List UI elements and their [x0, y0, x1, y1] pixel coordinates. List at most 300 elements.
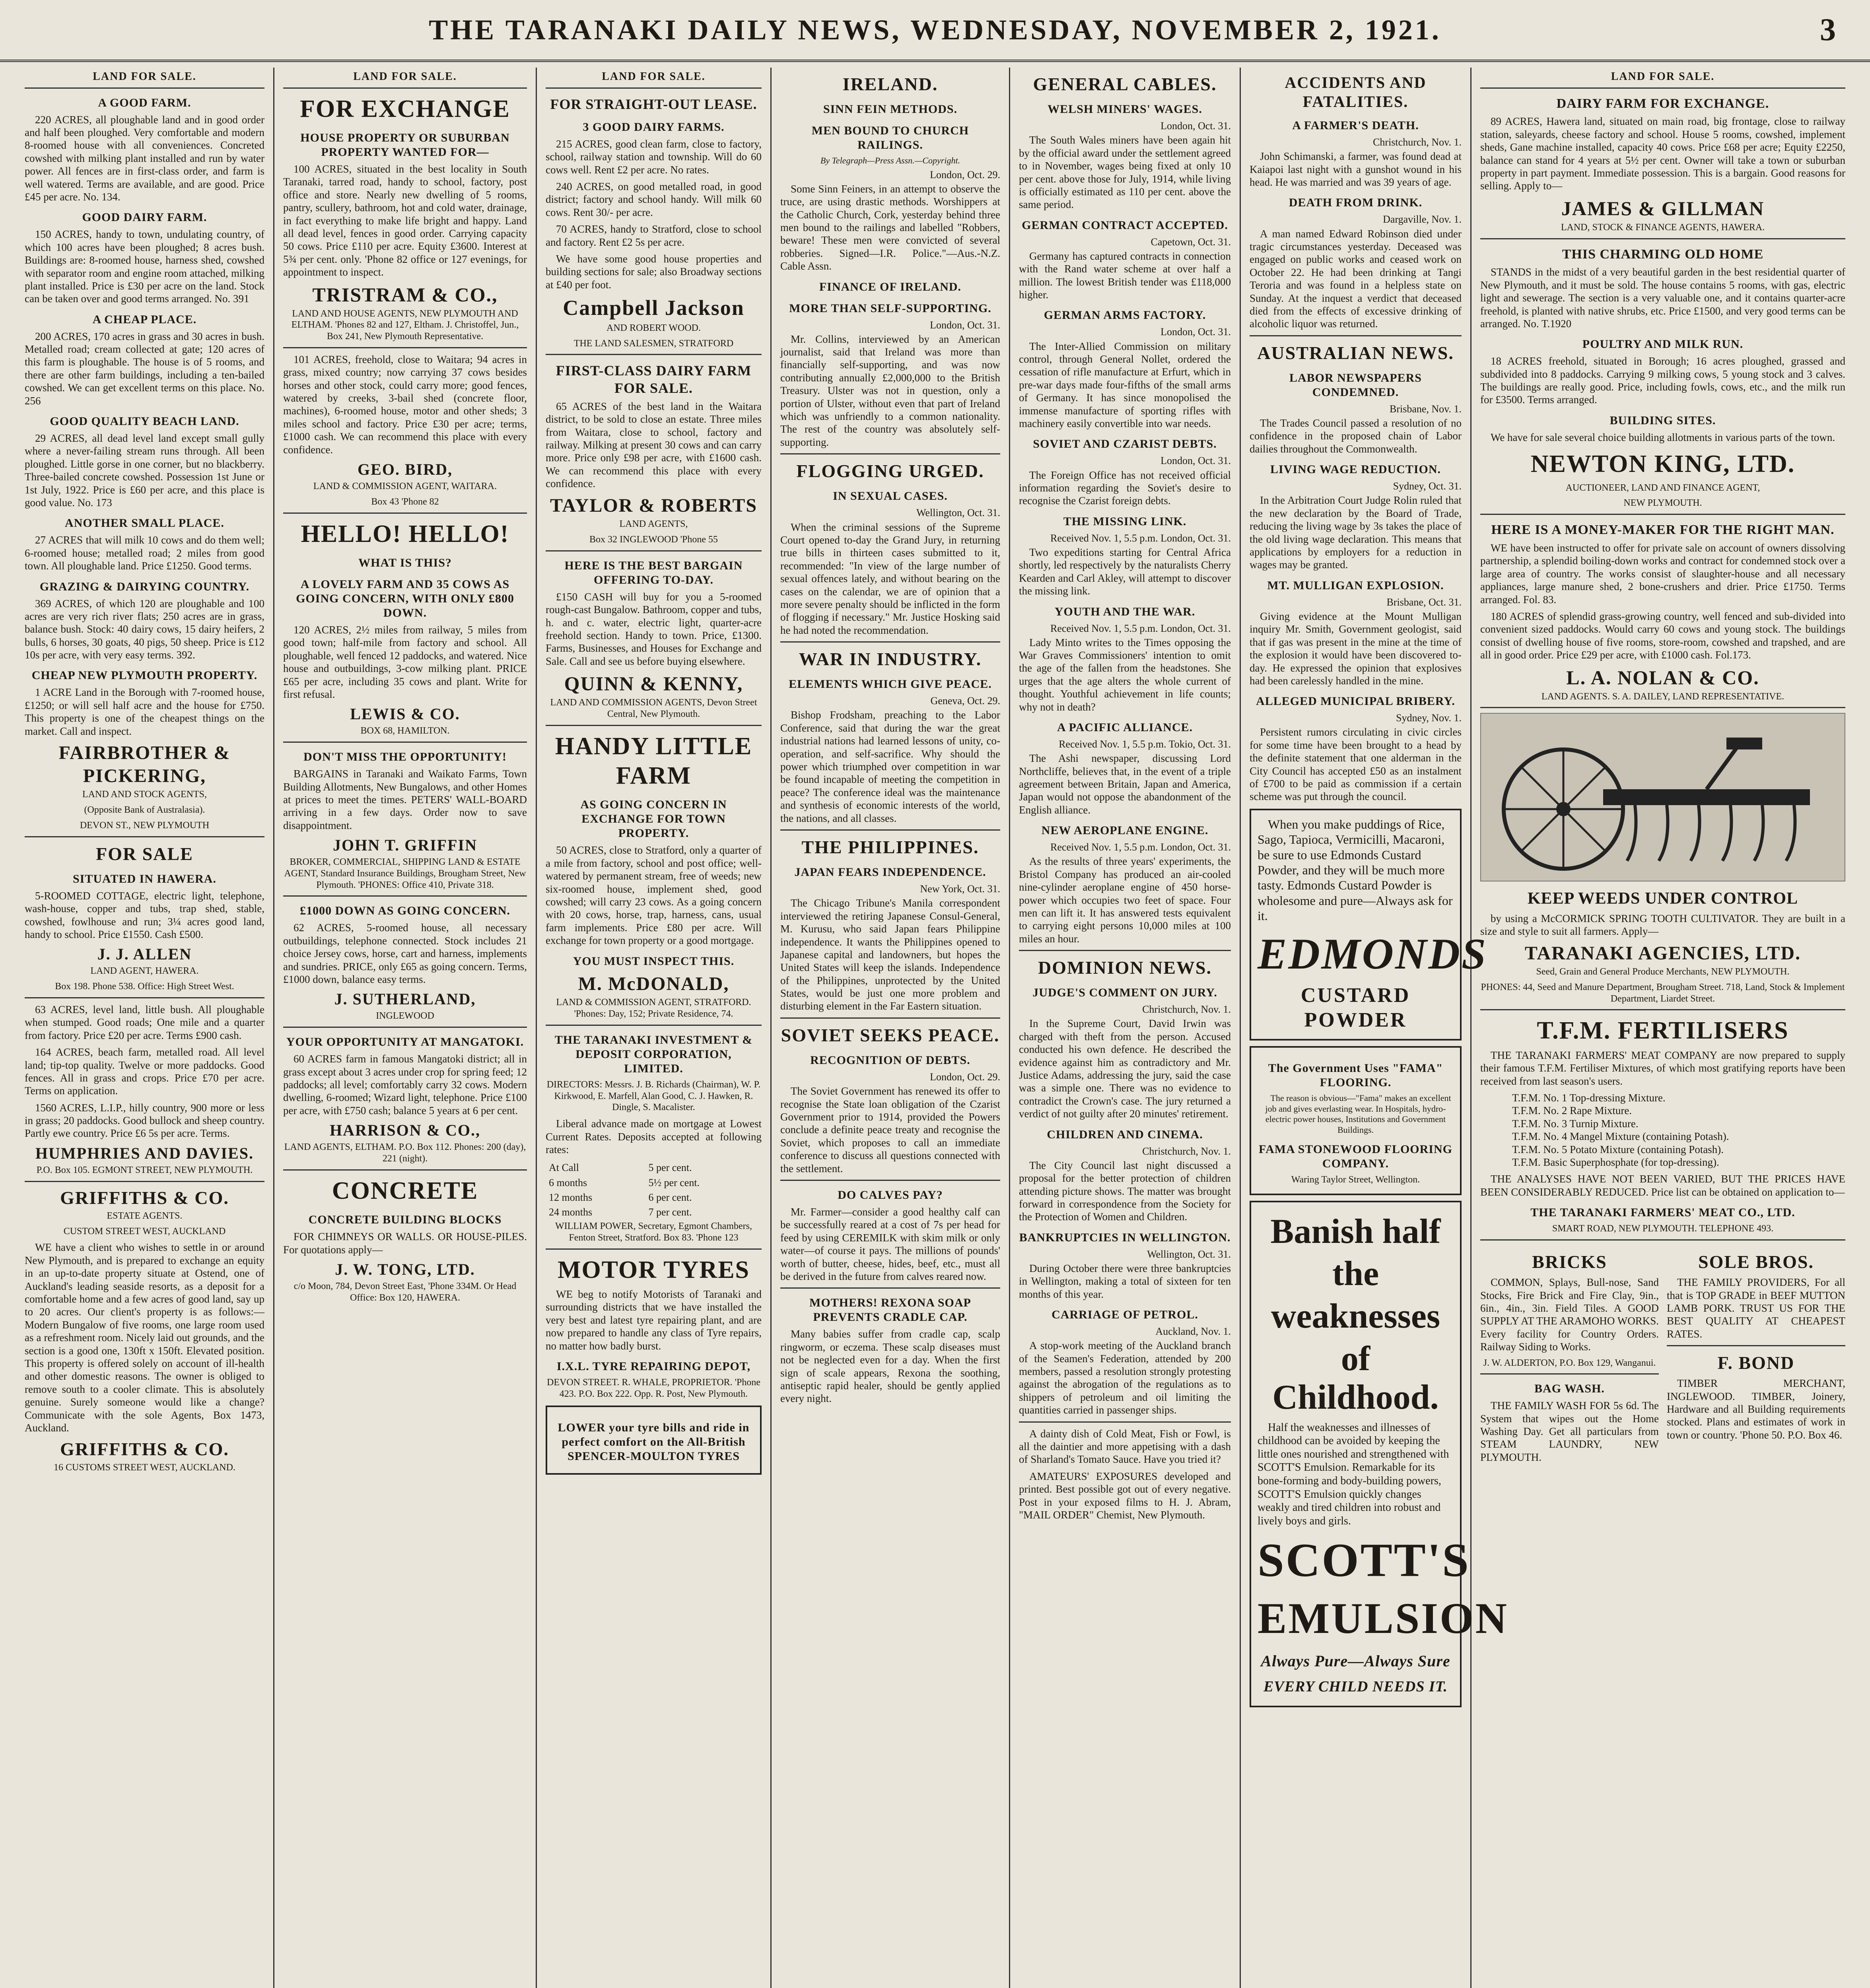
ad-text: BARGAINS in Taranaki and Waikato Farms, Town Building Allotments, New Bungalows, and other Homes at prices to meet the times. PETERS' WALL-BOARD arriving in a few days. Order now to save disappointment. [283, 768, 527, 831]
listing-item [25, 210, 264, 305]
agent-line: LAND, STOCK & FINANCE AGENTS, HAWERA. [1561, 222, 1765, 233]
masthead-title: THE TARANAKI DAILY NEWS, WEDNESDAY, NOVEMBER 2, 1921. [429, 14, 1441, 46]
rate-term: 12 months [549, 1191, 593, 1203]
ad-text: 120 ACRES, 2½ miles from railway, 5 miles from good town; half-mile from factory and school. All ploughable, well fenced 12 paddocks, and watered. Nice house and outbuildings, 3-cow milking plant. PRICE £65 per acre, including 35 cows and plant. Write for first refusal. [283, 624, 527, 700]
divider [780, 829, 1000, 831]
article-subtitle: BANKRUPTCIES IN WELLINGTON. [1019, 1231, 1231, 1244]
listing-item [25, 414, 264, 509]
article-text: The City Council last night discussed a proposal for the better protection of children attending picture shows. The matter was brought forward in correspondence from the Society for the Protection of Women and Children. [1019, 1159, 1231, 1223]
agent-line: LAND & COMMISSION AGENT, WAITARA. [313, 481, 497, 492]
section-heading: LAND FOR SALE. [1480, 68, 1845, 89]
fertiliser-item: T.F.M. Basic Superphosphate (for top-dressing). [1512, 1156, 1719, 1168]
dateline: Received Nov. 1, 5.5 p.m. Tokio, Oct. 31. [1059, 738, 1231, 750]
article-text: Germany has captured contracts in connection with the Rand water scheme at over half a million. The lowest British tender was £118,000 higher. [1019, 250, 1231, 301]
listing-item [25, 516, 264, 572]
dateline: Geneva, Oct. 29. [930, 695, 1000, 707]
article-subtitle: WELSH MINERS' WAGES. [1048, 103, 1202, 116]
agent-name: TARANAKI AGENCIES, LTD. [1524, 942, 1801, 964]
agent-line: SMART ROAD, NEW PLYMOUTH. TELEPHONE 493. [1552, 1223, 1774, 1234]
article-text: Some Sinn Feiners, in an attempt to observe the truce, are using drastic methods. Worshippers at the Catholic Church, Cork, yesterday behind three men bound to the railings and labelled "Robbers, beware! These men were convicted of several robberies. Signed—I.R. Police."—Aus.-N.Z. Cable Assn. [780, 182, 1000, 272]
listing-title: CHEAP NEW PLYMOUTH PROPERTY. [31, 669, 258, 682]
agent-name: J. J. ALLEN [97, 945, 192, 963]
bricks-ad [1480, 1245, 1659, 1468]
ad-text: Half the weaknesses and illnesses of childhood can be avoided by keeping the little ones nourished and strengthened with SCOTT'S Emulsion. Remarkable for its bone-forming and body-building powers, SCOTT'S Emulsion quickly changes weakly and tired children into robust and lively boys and girls. [1258, 1421, 1449, 1527]
article-subtitle: GERMAN ARMS FACTORY. [1044, 309, 1206, 322]
brand-name: SCOTT'S [1258, 1534, 1470, 1587]
ad-subtitle: £1000 DOWN AS GOING CONCERN. [300, 904, 510, 918]
article-text: The Foreign Office has not received official information regarding the Soviet's desire to recognise the Czarist foreign debts. [1019, 469, 1231, 507]
ad-text: 60 ACRES farm in famous Mangatoki district; all in grass except about 3 acres under crop for spring feed; 12 paddocks; all level; comfortably carry 32 cows. Modern dwelling, 6-roomed; Wizard light, telephone. Price £100 per acre, with £750 cash; balance 5 years at 6 per cent. [283, 1053, 527, 1116]
article-subtitle: SOVIET AND CZARIST DEBTS. [1033, 437, 1217, 451]
masthead [0, 0, 1870, 62]
dateline: Wellington, Oct. 31. [1147, 1248, 1231, 1260]
article-text: John Schimanski, a farmer, was found dead at Kaiapoi last night with a gunshot wound in his head. He was married and was 39 years of age. [1250, 150, 1462, 188]
ad-text: £150 CASH will buy for you a 5-roomed rough-cast Bungalow. Bathroom, copper and tubs, h. and c. water, electric light, quarter-acre freehold section. Handy to town. Price, £1300. Farms, Businesses, and Houses for Exchange and Sale. Call and see us before buying elsewhere. [546, 590, 762, 667]
tyre-ad [546, 1406, 762, 1475]
headline: weaknesses [1271, 1297, 1440, 1336]
listing-title: GRAZING & DAIRYING COUNTRY. [39, 580, 250, 593]
article-text: The South Wales miners have been again hit by the official award under the settlement agreed to in November, wages being fixed at only 10 per cent. above those for July, 1914, while living is officially estimated as 110 per cent. above the same period. [1019, 134, 1231, 211]
article-title: FLOGGING URGED. [796, 461, 984, 481]
divider [546, 550, 762, 551]
brand-name: EDMONDS [1258, 929, 1488, 978]
ad-text: 89 ACRES, Hawera land, situated on main road, big frontage, close to railway station, saleyards, cheese factory and school. House 5 rooms, cowshed, implement sheds, Gane machine installed, capacity 40 cows. Price £68 per acre; Equity £2250, balance can stand for 4 years at 5½ per cent. Owner will take a town or suburban property in part payment. Immediate possession. This is a bargain. Good reasons for selling. Apply to— [1480, 115, 1845, 192]
ad-text: 240 ACRES, on good metalled road, in good district; factory and school handy. Will milk 60 cows. Rent 30/- per acre. [546, 180, 762, 218]
article-title: SOVIET SEEKS PEACE. [781, 1025, 1000, 1045]
fertiliser-item: T.F.M. No. 3 Turnip Mixture. [1512, 1117, 1639, 1130]
listing-group [25, 96, 264, 738]
listing-title: ANOTHER SMALL PLACE. [65, 516, 224, 530]
sole-bros-ad [1667, 1245, 1845, 1468]
divider [283, 1027, 527, 1028]
agent-name: JAMES & GILLMAN [1561, 197, 1765, 219]
headline: Banish half [1270, 1212, 1441, 1251]
ad-text: AMATEURS' EXPOSURES developed and printed. Best possible got out of every negative. Post in your exposed films to H. J. Abram, "MAIL ORDER" Chemist, New Plymouth. [1019, 1470, 1231, 1521]
ad-text: 62 ACRES, 5-roomed house, all necessary outbuildings, telephone connected. Stock includes 21 choice Jersey cows, horse, cart and harness, implements and sundries. PRICE, only £65 as going concern. Terms, £1000 down, balance easy terms. [283, 922, 527, 986]
divider [546, 1025, 762, 1026]
listing-title: A GOOD FARM. [98, 96, 191, 109]
ad-subtitle: BUILDING SITES. [1610, 414, 1716, 427]
article-subtitle: MOTHERS! REXONA SOAP PREVENTS CRADLE CAP. [809, 1296, 971, 1324]
divider [25, 1181, 264, 1182]
divider [1480, 1009, 1845, 1010]
agent-line: LAND AGENTS, ELTHAM. P.O. Box 112. Phones: 200 (day), 221 (night). [284, 1142, 526, 1164]
ad-title: HERE IS THE BEST BARGAIN OFFERING TO-DAY. [564, 559, 743, 586]
article-text: The Chicago Tribune's Manila correspondent interviewed the retiring Japanese Consul-General, M. Kurusu, who said Japan fears Philippine independence. It wants the Philippines opened to Japanese capital and landowners, but hopes the United States will keep the islands. Independence of the Philippines, unprotected by the United States, would be just one more problem and disturbing element in the Far Eastern situation. [780, 897, 1000, 1012]
rate-term: 6 months [549, 1176, 587, 1188]
rate-term: At Call [549, 1162, 579, 1174]
ad-text: 180 ACRES of splendid grass-growing country, well fenced and sub-divided into convenient sized paddocks. Would carry 60 cows and young stock. The buildings consist of dwelling house of five rooms, store-room, cowshed and trapshed, and are all in good order. Price £29 per acre, with £1000 cash. Fol.173. [1480, 610, 1845, 661]
dateline: Sydney, Oct. 31. [1393, 480, 1462, 492]
divider [1480, 238, 1845, 239]
rate-term: 24 months [549, 1206, 593, 1218]
agent-line: AUCTIONEER, LAND AND FINANCE AGENT, [1565, 482, 1760, 493]
ad-text: When you make puddings of Rice, Sago, Tapioca, Vermicilli, Macaroni, be sure to use Edmonds Custard Powder, and they will be much more tasty. Edmonds Custard Powder is wholesome and pure—Always ask for it. [1258, 817, 1453, 923]
dateline: London, Oct. 31. [1160, 326, 1231, 338]
ad-title: THE TARANAKI INVESTMENT & DEPOSIT CORPORATION, LIMITED. [554, 1033, 753, 1075]
article-subtitle: FINANCE OF IRELAND. [819, 280, 962, 293]
agent-name: J. W. TONG, LTD. [335, 1260, 475, 1278]
divider [780, 453, 1000, 454]
article-text: Persistent rumors circulating in civic circles for some time have been brought to a head by the definite statement that one alderman in the City Council has accepted £50 as an instalment of £700 to be paid as commission if a certain scheme was put through the council. [1250, 726, 1462, 803]
ad-text: We have for sale several choice building allotments in various parts of the town. [1491, 431, 1835, 443]
fama-ad [1250, 1046, 1462, 1195]
scotts-emulsion-ad [1250, 1201, 1508, 1707]
fertiliser-item: T.F.M. No. 4 Mangel Mixture (containing Potash). [1512, 1130, 1729, 1143]
article-text: When the criminal sessions of the Supreme Court opened to-day the Grand Jury, in returning true bills in thirteen cases submitted to it, recommended: "In view of the large number of sexual offences lately, and without bearing on the cases on the calendar, we are of opinion that a more severe penalty should be inflicted in the form of flogging if necessary." Mr. Justice Hosking said he had noted the recommendation. [780, 521, 1000, 636]
rate-row [546, 1190, 761, 1204]
article-subtitle: CARRIAGE OF PETROL. [1052, 1308, 1198, 1322]
agent-line: AND ROBERT WOOD. [606, 322, 701, 333]
tagline: Always Pure—Always Sure [1261, 1652, 1450, 1670]
agent-line: NEW PLYMOUTH. [1623, 498, 1702, 509]
dateline: Capetown, Oct. 31. [1151, 236, 1231, 248]
divider [1480, 1239, 1845, 1241]
ad-text: 50 ACRES, close to Stratford, only a quarter of a mile from factory, school and post office; well-watered by permanent stream, free of weeds; new six-roomed house, implement shed, good cowshed; will carry 23 cows. As a going concern with 20 cows, horse, trap, harness, cans, usual farm implements. Price £80 per acre. Will exchange for town property or a good mortgage. [546, 844, 762, 947]
article-text: The Trades Council passed a resolution of no confidence in the proposed chain of Labor dailies throughout the Commonwealth. [1250, 417, 1462, 455]
ad-title: SOLE BROS. [1698, 1251, 1814, 1272]
agent-name: HARRISON & CO., [330, 1121, 480, 1140]
tyre-ad-text: LOWER your tyre bills and ride in perfect comfort on the All-British SPENCER-MOULTON TYRES [558, 1421, 750, 1463]
agent-line: LAND AGENTS. S. A. DAILEY, LAND REPRESENTATIVE. [1541, 691, 1784, 702]
article-subtitle: THE MISSING LINK. [1063, 514, 1187, 528]
fertiliser-item: T.F.M. No. 5 Potato Mixture (containing Potash). [1512, 1143, 1724, 1155]
article-title: GENERAL CABLES. [1033, 74, 1217, 94]
ad-subtitle: POULTRY AND MILK RUN. [1582, 338, 1744, 351]
agent-name: L. A. NOLAN & CO. [1566, 666, 1759, 689]
agent-name: LEWIS & CO. [350, 705, 460, 723]
agent-line: 16 CUSTOMS STREET WEST, AUCKLAND. [54, 1462, 235, 1473]
ad-text: WE beg to notify Motorists of Taranaki and surrounding districts that we have installed the very best and latest tyre repairing plant, and are now prepared to handle any class of Tyre repairs, no matter how badly burst. [546, 1288, 762, 1352]
agent-line: Box 43 'Phone 82 [371, 496, 439, 507]
agent-line: LAND AGENTS, [619, 519, 688, 530]
article-text: Bishop Frodsham, preaching to the Labor Conference, said that during the war the great industrial nations had learned lessons of unity, co-operation, and self-sacrifice. Why should the power which triumphed over competition in war be found incapable of meeting the competition in peace? The conference ideal was the maintenance and synthesis of economic interests of the world, the nations, and all classes. [780, 709, 1000, 824]
column-7 [1472, 68, 1854, 1988]
bottom-ads [1480, 1245, 1845, 1468]
article-subtitle: ALLEGED MUNICIPAL BRIBERY. [1256, 695, 1455, 708]
divider [1019, 1421, 1231, 1423]
article-subtitle: JAPAN FEARS INDEPENDENCE. [794, 866, 986, 879]
agent-name: GRIFFITHS & CO. [60, 1187, 229, 1208]
ad-text: WE have a client who wishes to settle in or around New Plymouth, and is prepared to exchange an equity in an up-to-date property situate at Ostend, one of Auckland's leading seaside resorts, as a deposit for a comfortable home and a few acres of good land, say up to 20 acres. Our client's property is as follows:—Modern Bungalow of five rooms, one large room used as a refreshment room. Nicely laid out grounds, and the section is a good one, 130ft x 150ft. Elevated position. This property is offered solely on account of ill-health and other domestic reasons. The owner is obliged to remove south to a cooler climate. This is absolutely genuine. Surely someone would like a change? Communicate with the sole Agents, Box 1473, Auckland. [25, 1241, 264, 1434]
agent-line: Box 32 INGLEWOOD 'Phone 55 [589, 534, 718, 545]
listing-text: 29 ACRES, all dead level land except small gully where a never-failing stream runs through. All been ploughed. Little gorse in one corner, but no blackberry. Three-bailed concrete cowshed. Possession 1st June or 1st July, 1922. Price is £60 per acre, and this place is good value. No. 173 [25, 432, 264, 509]
dateline: Christchurch, Nov. 1. [1373, 136, 1462, 148]
article-subtitle: LIVING WAGE REDUCTION. [1270, 463, 1441, 476]
page-number: 3 [1820, 12, 1838, 47]
tagline: EVERY CHILD NEEDS IT. [1263, 1678, 1448, 1695]
dateline: Received Nov. 1, 5.5 p.m. London, Oct. 31. [1050, 532, 1231, 544]
agent-name: TAYLOR & ROBERTS [550, 495, 758, 516]
ad-subtitle: SITUATED IN HAWERA. [72, 872, 216, 885]
ad-subtitle: I.X.L. TYRE REPAIRING DEPOT, [556, 1360, 751, 1373]
listing-group [25, 1003, 264, 1140]
article-subtitle: GERMAN CONTRACT ACCEPTED. [1022, 218, 1228, 232]
ad-text: 65 ACRES of the best land in the Waitara district, to be sold to close an estate. Three miles from Waitara, close to school, factory and railway. Milking at present 30 cows and can carry more. Price only £98 per acre, with £1600 cash. We can recommend this place with every confidence. [546, 400, 762, 490]
article-subtitle: IN SEXUAL CASES. [833, 489, 948, 503]
ad-subtitle: YOU MUST INSPECT THIS. [573, 954, 735, 968]
article-subtitle: DEATH FROM DRINK. [1289, 196, 1423, 210]
ad-subtitle: CONCRETE BUILDING BLOCKS [308, 1213, 502, 1227]
agent-name: GRIFFITHS & CO. [60, 1439, 229, 1460]
ad-subtitle: DON'T MISS THE OPPORTUNITY! [303, 750, 507, 764]
article-text: During October there were three bankruptcies in Wellington, making a total of sixteen for ten months of this year. [1019, 1262, 1231, 1300]
ad-title: FOR STRAIGHT-OUT LEASE. [550, 96, 757, 112]
article-subtitle: JUDGE'S COMMENT ON JURY. [1032, 986, 1217, 1000]
ad-subtitle: FAMA STONEWOOD FLOORING COMPANY. [1259, 1142, 1452, 1170]
ad-title: FOR SALE [96, 843, 193, 864]
listing-text: 150 ACRES, handy to town, undulating country, of which 100 acres have been ploughed; 8 acres bush. Buildings are: 8-roomed house, harness shed, cowshed with separator room and engine room attached, milking plant installed. Price is £30 per acre on the land. Stock can be taken over and good terms arranged. No. 391 [25, 228, 264, 305]
dateline: Wellington, Oct. 31. [916, 507, 1000, 519]
article-text: Lady Minto writes to the Times opposing the War Graves Commissioners' intention to omit the age of the fallen from the headstones. She urges that the age alters the whole current of thought. Youthful achievement in life counts; why not in death? [1019, 636, 1231, 713]
agent-name: J. SUTHERLAND, [334, 990, 476, 1008]
article-subtitle: YOUTH AND THE WAR. [1054, 605, 1195, 618]
ad-subtitle: YOUR OPPORTUNITY AT MANGATOKI. [286, 1035, 524, 1049]
listing-item [25, 96, 264, 204]
agent-line: Box 198. Phone 538. Office: High Street West. [55, 981, 234, 992]
divider [546, 1248, 762, 1250]
article-text: In the Arbitration Court Judge Rolin ruled that the new declaration by the Board of Trade, reducing the living wage by 3s takes the place of the old living wage declaration. This means that applications by employers for a reduction in wages may be granted. [1250, 494, 1462, 571]
brand-product: CUSTARD POWDER [1300, 984, 1411, 1031]
dateline: Brisbane, Oct. 31. [1386, 596, 1462, 608]
agent-line: LAND AGENT, HAWERA. [90, 966, 199, 977]
ad-text: WE have been instructed to offer for private sale on account of owners dissolving partnership, a splendid boiling-down works and contract for condemned stock over a large area of country. The works consist of slaughter-house and all necessary appliances, large manure shed, 2 bone-crushers and drier. Price £1750. Terms arranged. Fol. 83. [1480, 542, 1845, 606]
ad-text: COMMON, Splays, Bull-nose, Sand Stocks, Fire Brick and Fire Clay, 9in., 6in., 4in., 3in. Field Tiles. A GOOD SUPPLY AT THE ARAMOHO WORKS. Every facility for Country Orders. Railway Siding to Works. [1480, 1276, 1659, 1353]
divider [1250, 335, 1462, 336]
dateline: Sydney, Nov. 1. [1396, 712, 1462, 724]
divider [283, 513, 527, 514]
agent-line: DEVON ST., NEW PLYMOUTH [80, 820, 210, 831]
fertiliser-item: T.F.M. No. 2 Rape Mixture. [1512, 1105, 1632, 1117]
divider [283, 895, 527, 897]
column-1 [16, 68, 274, 1988]
dateline: New York, Oct. 31. [920, 883, 1000, 895]
article-subtitle: MEN BOUND TO CHURCH RAILINGS. [811, 124, 969, 152]
ad-text: THE FAMILY PROVIDERS, For all that is TOP GRADE in BEEF MUTTON LAMB PORK. TRUST US FOR THE BEST QUALITY AT CHEAPEST RATES. [1667, 1276, 1845, 1340]
column-5 [1010, 68, 1241, 1988]
article-subtitle: CHILDREN AND CINEMA. [1047, 1128, 1203, 1141]
column-2 [274, 68, 537, 1988]
article-subtitle: NEW AEROPLANE ENGINE. [1041, 824, 1209, 837]
agent-name: M. McDONALD, [578, 973, 729, 994]
rate-row [546, 1205, 761, 1219]
rate-rate: 6 per cent. [648, 1191, 692, 1203]
agent-line: PHONES: 44, Seed and Manure Department, Brougham Street. 718, Land, Stock & Implement Department, Liardet Street. [1481, 982, 1845, 1004]
listing-text: 27 ACRES that will milk 10 cows and do them well; 6-roomed house; metalled road; 2 miles from good town. All ploughable land. Price £1250. Good terms. [25, 534, 264, 572]
article-text: In the Supreme Court, David Irwin was charged with theft from the person. Accused conducted his own defence. He described the evidence against him as contradictory and Mr. Justice Adams, addressing the jury, said the case was a simple one. There was no evidence to contradict the Crown's case. The jury returned a verdict of not guilty after 20 minutes' retirement. [1019, 1017, 1231, 1120]
column-6 [1241, 68, 1508, 1988]
ad-title: BAG WASH. [1534, 1382, 1605, 1396]
ad-title: THIS CHARMING OLD HOME [1562, 247, 1764, 262]
dateline: London, Oct. 29. [930, 1071, 1000, 1083]
cultivator-illustration [1480, 713, 1845, 881]
rate-row [546, 1176, 761, 1190]
article-subtitle: SINN FEIN METHODS. [823, 103, 958, 116]
dateline: Christchurch, Nov. 1. [1142, 1145, 1231, 1157]
ad-title: The Government Uses "FAMA" FLOORING. [1268, 1062, 1443, 1089]
agent-line: LAND AND COMMISSION AGENTS, Devon Street Central, New Plymouth. [550, 697, 757, 719]
ad-text: A dainty dish of Cold Meat, Fish or Fowl, is all the daintier and more appetising with a dash of Sharland's Tomato Sauce. Have you tried it? [1019, 1427, 1231, 1466]
divider [780, 641, 1000, 643]
ad-text: The reason is obvious—"Fama" makes an excellent job and gives everlasting wear. In Hospitals, hydro-electric power houses, Institutions and Government Buildings. [1265, 1093, 1451, 1135]
article-text: A stop-work meeting of the Auckland branch of the Seamen's Federation, attended by 200 members, passed a resolution strongly protesting against the abrogation of the regulations as to shippers of petroleum and oil limiting the quantities carried in passenger ships. [1019, 1340, 1231, 1416]
article-subtitle: ELEMENTS WHICH GIVE PEACE. [789, 678, 992, 691]
listing-item [25, 580, 264, 662]
edmonds-ad [1250, 809, 1488, 1041]
article-subtitle: DO CALVES PAY? [838, 1188, 943, 1202]
ad-subtitle: THE TARANAKI FARMERS' MEAT CO., LTD. [1530, 1206, 1795, 1219]
article-text: A man named Edward Robinson died under tragic circumstances yesterday. Deceased was engaged on public works and ceased work on October 22. He had been drinking at Tangi Teroria and was found in a helpless state on Sunday. At the inquest a verdict that deceased died from the effects of excessive drinking of alcoholic liquor was returned. [1250, 227, 1462, 330]
article-text: Many babies suffer from cradle cap, scalp ringworm, or eczema. These scalp diseases must not be neglected even for a day. When the first sign of scale appears, Rexona the soothing, antiseptic rapid healer, should be gently applied every night. [780, 1328, 1000, 1405]
agent-line: BOX 68, HAMILTON. [360, 726, 450, 736]
agent-line: CUSTOM STREET WEST, AUCKLAND [63, 1226, 226, 1237]
article-title: THE PHILIPPINES. [801, 837, 979, 857]
agent-line: THE LAND SALESMEN, STRATFORD [573, 338, 734, 349]
rate-rate: 7 per cent. [648, 1206, 692, 1218]
agent-line: LAND AND STOCK AGENTS, [82, 789, 207, 800]
divider [780, 1017, 1000, 1019]
ad-title: FOR EXCHANGE [300, 95, 510, 122]
ad-subtitle: WHAT IS THIS? [358, 556, 452, 569]
ad-text: FOR CHIMNEYS OR WALLS. OR HOUSE-PILES. For quotations apply— [283, 1231, 527, 1256]
ad-text: 5-ROOMED COTTAGE, electric light, telephone, wash-house, copper and tubs, trap shed, stable, cowshed, fowlhouse and run; 3¼ acres good land, handy to school. Price £1550. Cash £500. [25, 889, 264, 940]
ad-text: We have some good house properties and building sections for sale; also Broadway sections at £40 per foot. [546, 252, 762, 291]
dateline: Received Nov. 1, 5.5 p.m. London, Oct. 31. [1050, 622, 1231, 634]
article-text: As the results of three years' experiments, the Bristol Company has produced an air-cooled nine-cylinder aeroplane engine of 450 horse-power which occupies two feet of space. Four men can lift it. It has answered tests equivalent to carrying eight persons 10,000 miles at 100 miles an hour. [1019, 855, 1231, 945]
ad-text: 101 ACRES, freehold, close to Waitara; 94 acres in grass, mixed country; now carrying 37 cows besides horses and other stock, could carry more; good fences, watered by creeks, 3-bail shed (concrete floor, machines), 6-roomed house, motor and other sheds; 3 miles school and factory. Price £30 per acre; terms, £1000 cash. We can recommend this place with every confidence. [283, 353, 527, 456]
ad-text: 215 ACRES, good clean farm, close to factory, school, railway station and township. Will do 60 cows well. Rent £2 per acre. No rates. [546, 138, 762, 176]
byline: By Telegraph—Press Assn.—Copyright. [820, 155, 960, 166]
rate-rate: 5 per cent. [648, 1162, 692, 1174]
column-3 [537, 68, 772, 1988]
divider [1480, 1373, 1659, 1375]
dateline: Christchurch, Nov. 1. [1142, 1004, 1231, 1015]
dateline: London, Oct. 31. [1160, 455, 1231, 467]
dateline: Auckland, Nov. 1. [1155, 1326, 1231, 1338]
agent-line: P.O. Box 105. EGMONT STREET, NEW PLYMOUTH. [36, 1165, 253, 1175]
divider [546, 725, 762, 726]
agent-name: GEO. BIRD, [358, 460, 453, 479]
agent-line: c/o Moon, 784, Devon Street East, 'Phone 334M. Or Head Office: Box 120, HAWERA. [294, 1281, 517, 1303]
ad-subtitle: A LOVELY FARM AND 35 COWS AS GOING CONCERN, WITH ONLY £800 DOWN. [296, 578, 514, 619]
dateline: Brisbane, Nov. 1. [1389, 403, 1462, 415]
agent-name: FAIRBROTHER & PICKERING, [58, 742, 231, 786]
article-text: Mr. Collins, interviewed by an American journalist, said that Ireland was more than financially self-supporting, and was now contributing annually £2,000,000 to the British Treasury. Ulster was not in question, only a portion of Ulster, without even that part of Ireland which was unfriendly to a common nationality. The rest of the country was absolutely self-supporting. [780, 333, 1000, 448]
cultivator-icon [1484, 722, 1842, 873]
agent-line: (Opposite Bank of Australasia). [84, 805, 205, 815]
article-title: ACCIDENTS AND FATALITIES. [1285, 74, 1427, 111]
headline: of Childhood. [1272, 1340, 1439, 1417]
article-text: The Ashi newspaper, discussing Lord Northcliffe, believes that, in the event of a triple agreement between Britain, Japan and America, Japan would not oppose the abandonment of the English alliance. [1019, 752, 1231, 816]
listing-title: GOOD QUALITY BEACH LAND. [50, 415, 239, 428]
section-heading: LAND FOR SALE. [546, 68, 762, 89]
ad-title: CONCRETE [332, 1177, 478, 1204]
agent-name: HUMPHRIES AND DAVIES. [35, 1144, 254, 1162]
article-title: IRELAND. [842, 74, 938, 94]
divider [1019, 950, 1231, 951]
agent-line: LAND AND HOUSE AGENTS, NEW PLYMOUTH AND ELTHAM. 'Phones 82 and 127, Eltham. J. Christoffel, Jun., Box 241, New Plymouth Representative. [291, 308, 519, 342]
divider [1480, 707, 1845, 708]
agent-name: NEWTON KING, LTD. [1530, 450, 1795, 478]
ad-title: F. BOND [1717, 1353, 1795, 1373]
ad-text: by using a McCORMICK SPRING TOOTH CULTIVATOR. They are built in a size and style to suit all farmers. Apply— [1480, 912, 1845, 938]
listing-text: 220 ACRES, all ploughable land and in good order and half been ploughed. Very comfortable and modern 8-roomed house with all conveniences. Concreted cowshed with milking plant installed and run by water power. All fences are in first-class order, and farm is well watered. Terms are available, and are good. Price £45 per acre. No. 134. [25, 113, 264, 203]
agent-line: ESTATE AGENTS. [107, 1210, 183, 1221]
article-subtitle: RECOGNITION OF DEBTS. [810, 1054, 970, 1067]
ad-subtitle: 3 GOOD DAIRY FARMS. [583, 120, 725, 134]
ad-title: HERE IS A MONEY-MAKER FOR THE RIGHT MAN. [1491, 522, 1835, 538]
article-subtitle: LABOR NEWSPAPERS CONDEMNED. [1289, 371, 1422, 399]
dateline: Dargaville, Nov. 1. [1383, 214, 1462, 225]
article-subtitle: MORE THAN SELF-SUPPORTING. [789, 301, 991, 315]
divider [546, 354, 762, 355]
article-title: AUSTRALIAN NEWS. [1257, 342, 1454, 363]
divider [283, 1169, 527, 1171]
listing-text: 1 ACRE Land in the Borough with 7-roomed house, £1250; or will sell half acre and the house for £750. This property is one of the cheapest things on the market. Call and inspect. [25, 686, 264, 737]
listing-item [25, 1003, 264, 1042]
ad-text: TIMBER MERCHANT, INGLEWOOD. TIMBER, Joinery, Hardware and all Building requirements stocked. Plans and estimates of work in town or country. 'Phone 50. P.O. Box 46. [1667, 1377, 1845, 1441]
ad-text: 18 ACRES freehold, situated in Borough; 16 acres ploughed, grassed and subdivided into 8 paddocks. Carrying 9 milking cows, 5 young stock and 3 calves. The buildings are really good. Price, including fowls, cows, etc., and the milk run for £3500. Terms arranged. [1480, 355, 1845, 406]
headline: the [1332, 1254, 1379, 1293]
ad-subtitle: AS GOING CONCERN IN EXCHANGE FOR TOWN PROPERTY. [580, 798, 727, 840]
ad-text: 100 ACRES, situated in the best locality in South Taranaki, tarred road, handy to school, factory, post office and store. Nearly new dwelling of 5 rooms, pantry, scullery, bathroom, hot and cold water, drainage, in fact everything to make life bright and happy. Land all dead level, fences in good order. Carrying capacity 50 cows. Price £110 per acre. Equity £3600. Interest at 5¾ per cent. only. 'Phone 82 office or 127 evenings, for appointment to inspect. [283, 163, 527, 278]
agent-line: J. W. ALDERTON, P.O. Box 129, Wanganui. [1483, 1357, 1656, 1368]
article-text: Two expeditions starting for Central Africa shortly, led respectively by the naturalists Cherry Kearden and Carl Akley, will attempt to discover the missing link. [1019, 546, 1231, 597]
listing-title: A CHEAP PLACE. [92, 313, 197, 326]
ad-text: THE ANALYSES HAVE NOT BEEN VARIED, BUT THE PRICES HAVE BEEN CONSIDERABLY REDUCED. Price list can be obtained on application to— [1480, 1173, 1845, 1198]
ad-text: STANDS in the midst of a very beautiful garden in the best residential quarter of New Plymouth, and it must be sold. The house contains 5 rooms, with gas, electric light and sewerage. The section is a very valuable one, and it contains quarter-acre freehold, is planted with native shrubs, etc. Price £1500, and very good terms can be arranged. No. T.1920 [1480, 266, 1845, 330]
divider [780, 1287, 1000, 1289]
ad-title: MOTOR TYRES [557, 1256, 750, 1283]
article-text: The Soviet Government has renewed its offer to recognise the State loan obligation of the Czarist Government prior to 1914, provided the Powers conclude a definite peace treaty and recognise the Soviet, which proposes to call an immediate conference to discuss all questions connected with the settlement. [780, 1085, 1000, 1175]
section-heading: LAND FOR SALE. [25, 68, 264, 89]
listing-item [25, 313, 264, 407]
divider [1480, 514, 1845, 515]
fertiliser-list [1512, 1091, 1845, 1169]
listing-title: GOOD DAIRY FARM. [82, 211, 207, 224]
article-subtitle: MT. MULLIGAN EXPLOSION. [1267, 579, 1444, 592]
listing-item [25, 668, 264, 738]
divider [283, 742, 527, 743]
agent-line: BROKER, COMMERCIAL, SHIPPING LAND & ESTATE AGENT, Standard Insurance Buildings, Brougham Street, New Plymouth. 'PHONES: Office 410, Private 318. [284, 857, 526, 890]
listing-text: 200 ACRES, 170 acres in grass and 30 acres in bush. Metalled road; cream collected at gate; 120 acres of this farm is ploughable. The house is of 5 rooms, and there are other farm buildings, including a ten-bailed cowshed. We can get excellent terms on this place. No. 256 [25, 330, 264, 407]
ad-title: HELLO! HELLO! [301, 520, 509, 547]
listing-item [25, 1046, 264, 1097]
agent-name: Campbell Jackson [563, 296, 745, 320]
ad-line: Waring Taylor Street, Wellington. [1291, 1174, 1420, 1185]
dateline: London, Oct. 29. [930, 169, 1000, 181]
agent-line: INGLEWOOD [376, 1011, 434, 1021]
listing-text: 1560 ACRES, L.I.P., hilly country, 900 more or less in grass; 20 paddocks. Good bullock and sheep country. Partly ewe country. Price £6 5s per acre. Terms. [25, 1101, 264, 1140]
agent-line: DIRECTORS: Messrs. J. B. Richards (Chairman), W. P. Kirkwood, E. Marfell, Alan Good, C. J. Hawken, R. Dingle, S. Macalister. [546, 1079, 761, 1113]
rate-row [546, 1161, 761, 1175]
agent-line: LAND & COMMISSION AGENT, STRATFORD. 'Phones: Day, 152; Private Residence, 74. [556, 997, 751, 1019]
agent-name: JOHN T. GRIFFIN [333, 836, 477, 854]
ad-title: T.F.M. FERTILISERS [1537, 1017, 1789, 1044]
article-text: The Inter-Allied Commission on military control, through General Nollet, ordered the cessation of rifle manufacture at Erfurt, which in pre-war days made four-fifths of the small arms of Germany. It has since monopolised the immense manufacture of sporting rifles with machinery easily convertible into war needs. [1019, 340, 1231, 429]
article-subtitle: A PACIFIC ALLIANCE. [1057, 721, 1193, 734]
ad-text: THE FAMILY WASH FOR 5s 6d. The System that wipes out the Home Washing Day. Get all particulars from STEAM LAUNDRY, NEW PLYMOUTH. [1480, 1400, 1659, 1463]
agent-line: DEVON STREET. R. WHALE, PROPRIETOR. 'Phone 423. P.O. Box 222. Opp. R. Post, New Plymouth. [547, 1377, 760, 1399]
ad-title: HANDY LITTLE FARM [555, 732, 752, 790]
ad-text: THE TARANAKI FARMERS' MEAT COMPANY are now prepared to supply their famous T.F.M. Fertiliser Mixtures, of which most gratifying reports have been received from last season's users. [1480, 1049, 1845, 1087]
divider [283, 347, 527, 348]
section-heading: LAND FOR SALE. [283, 68, 527, 89]
column-4 [772, 68, 1010, 1988]
article-title: DOMINION NEWS. [1038, 957, 1212, 978]
agent-name: QUINN & KENNY, [564, 672, 743, 695]
ad-text: 70 ACRES, handy to Stratford, close to school and factory. Rent £2 5s per acre. [546, 223, 762, 248]
